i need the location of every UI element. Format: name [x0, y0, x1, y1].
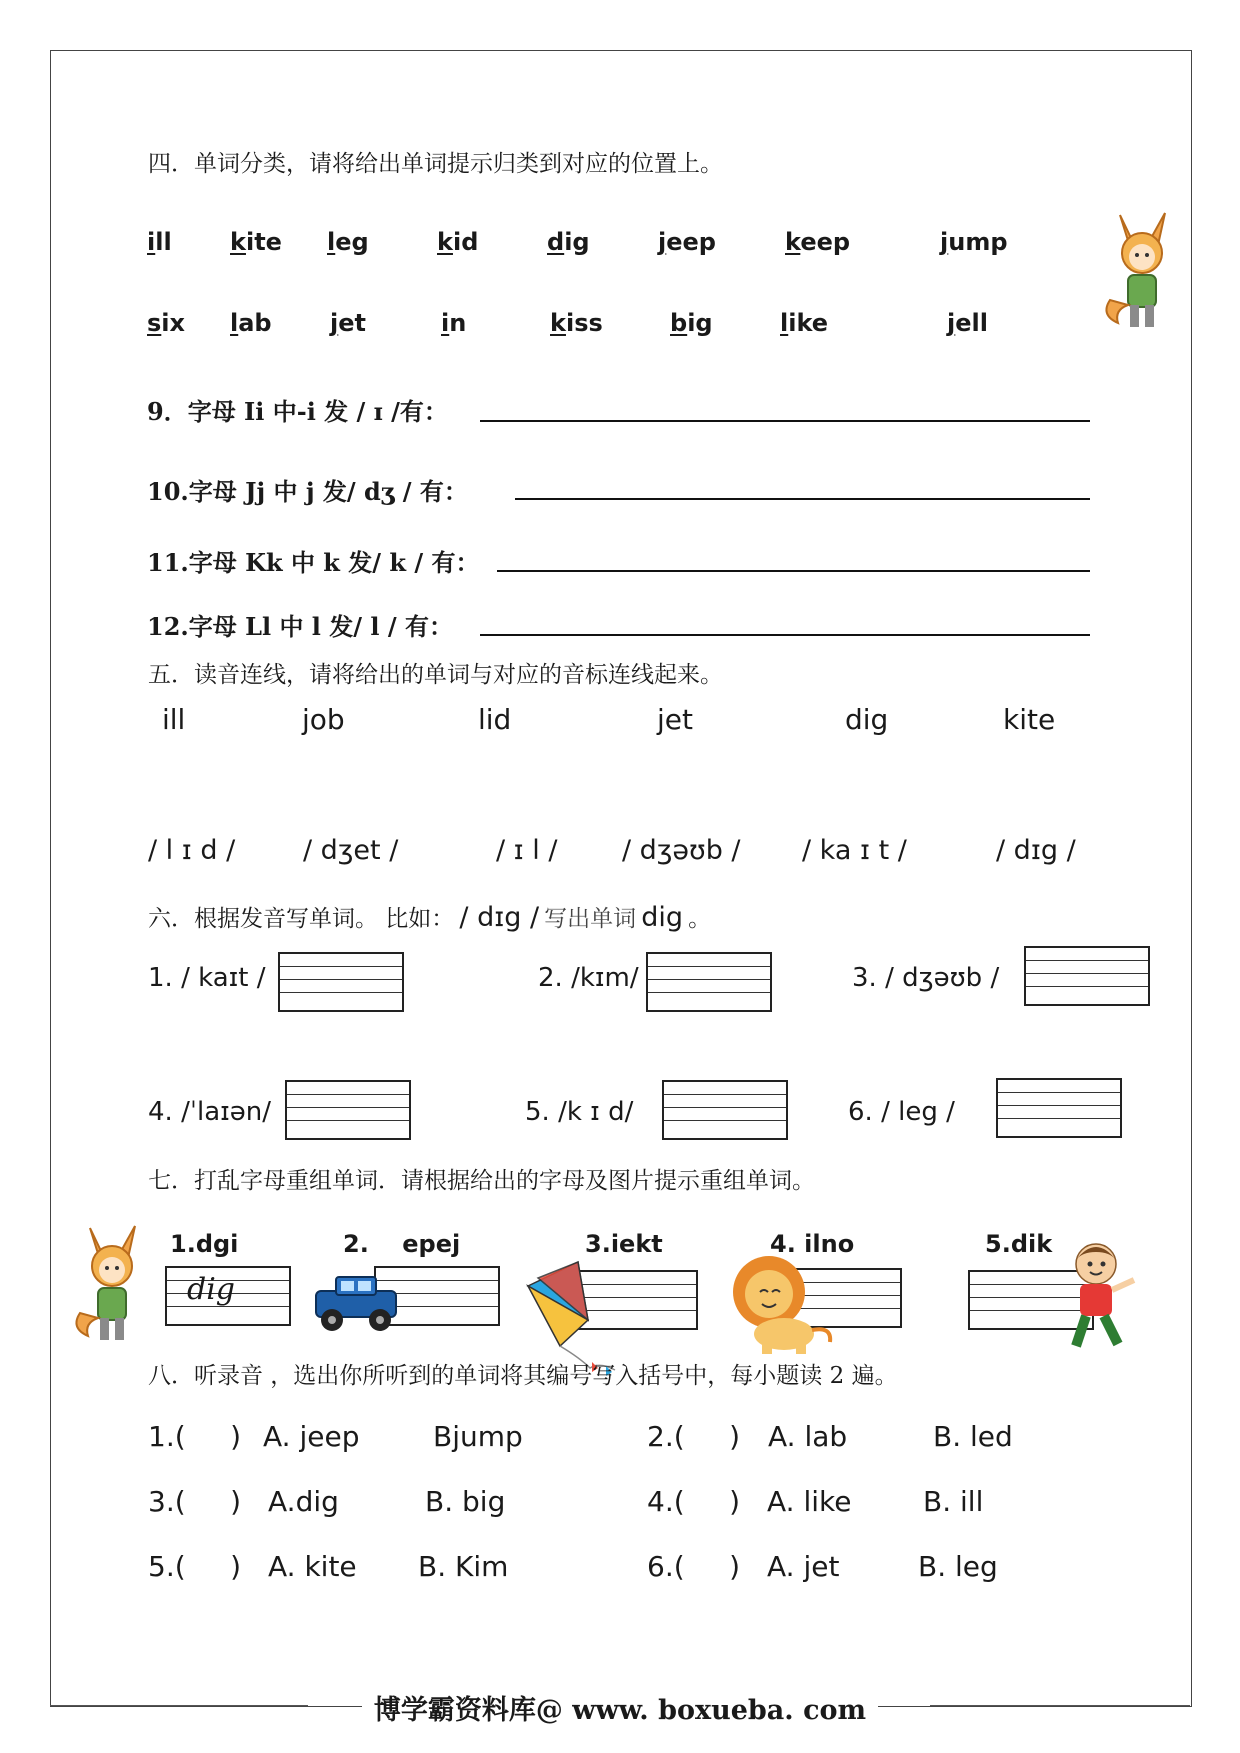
match-word-jet[interactable]: jet	[657, 703, 693, 736]
item6-5-box[interactable]	[662, 1080, 788, 1140]
listen-1-option-b: Bjump	[433, 1420, 523, 1453]
listen-6-number[interactable]: 6.( )	[647, 1550, 741, 1583]
listen-4-number[interactable]: 4.( )	[647, 1485, 741, 1518]
listen-4-option-b: B. ill	[923, 1485, 984, 1518]
item6-4-label: 4. /ˈlaɪən/	[148, 1097, 272, 1127]
item6-6-box[interactable]	[996, 1078, 1122, 1138]
listen-6-option-a: A. jet	[767, 1550, 840, 1583]
scramble-2-label: 2. epej	[343, 1230, 461, 1258]
scramble-1-box[interactable]	[165, 1266, 291, 1326]
word-six: six	[147, 309, 186, 337]
word-dig: dig	[547, 228, 590, 256]
word-lab: lab	[230, 309, 272, 337]
listen-5-option-b: B. Kim	[418, 1550, 509, 1583]
item6-5-label: 5. /k ɪ d/	[525, 1097, 634, 1127]
item6-1-box[interactable]	[278, 952, 404, 1012]
listen-5-number[interactable]: 5.( )	[148, 1550, 242, 1583]
footer	[0, 1688, 1240, 1727]
fox-character-icon	[1100, 205, 1185, 335]
section8-title: 八．听录音 ，选出你所听到的单词将其编号写入括号中，每小题读 2 遍。	[148, 1363, 898, 1389]
word-jell: jell	[947, 309, 988, 337]
phonetic-job[interactable]: / dʒəʊb /	[622, 835, 741, 866]
match-word-lid[interactable]: lid	[478, 703, 512, 736]
footer-rule-left	[50, 1705, 308, 1706]
question-11: 11.字母 Kk 中 k 发/ k / 有：	[147, 548, 480, 577]
listen-1-number[interactable]: 1.( )	[148, 1420, 242, 1453]
word-like: like	[780, 309, 829, 337]
phonetic-jet[interactable]: / dʒet /	[303, 835, 399, 866]
match-word-ill[interactable]: ill	[162, 703, 186, 736]
word-jump: jump	[940, 228, 1008, 256]
match-word-dig[interactable]: dig	[845, 703, 889, 736]
section7-title: 七．打乱字母重组单词．请根据给出的字母及图片提示重组单词。	[148, 1168, 815, 1194]
word-in: in	[441, 309, 467, 337]
question-9: 9．字母 Ii 中-i 发 / ɪ /有：	[147, 397, 448, 426]
match-word-job[interactable]: job	[302, 703, 345, 736]
listen-6-option-b: B. leg	[918, 1550, 998, 1583]
scramble-1-label: 1.dgi	[170, 1230, 239, 1258]
word-kite: kite	[230, 228, 282, 256]
item6-3-label: 3. / dʒəʊb /	[852, 963, 1000, 993]
phonetic-dig[interactable]: / dɪg /	[996, 835, 1076, 866]
item6-4-box[interactable]	[285, 1080, 411, 1140]
boy-icon	[1060, 1238, 1140, 1358]
footer-watermark: 博学霸资料库@ www. boxueba. com	[362, 1695, 878, 1726]
listen-2-number[interactable]: 2.( )	[647, 1420, 741, 1453]
word-leg: leg	[327, 228, 369, 256]
listen-3-option-b: B. big	[425, 1485, 506, 1518]
word-kid: kid	[437, 228, 479, 256]
phonetic-ill[interactable]: / ɪ l /	[496, 835, 558, 866]
question-10: 10.字母 Jj 中 j 发/ dʒ / 有：	[147, 477, 468, 506]
lion-icon	[724, 1252, 839, 1357]
phonetic-lid[interactable]: / l ɪ d /	[148, 835, 236, 866]
word-jet: jet	[330, 309, 366, 337]
footer-rule-right	[930, 1705, 1190, 1706]
listen-3-number[interactable]: 3.( )	[148, 1485, 242, 1518]
scramble-4-label: 4. ilno	[770, 1230, 855, 1258]
answer-line-9[interactable]	[480, 420, 1090, 422]
item6-2-label: 2. /kɪm/	[538, 963, 639, 993]
section4-title: 四．单词分类，请将给出单词提示归类到对应的位置上。	[148, 151, 723, 177]
item6-1-label: 1. / kaɪt /	[148, 963, 266, 993]
listen-4-option-a: A. like	[767, 1485, 852, 1518]
page-border	[50, 50, 1192, 1707]
listen-2-option-b: B. led	[933, 1420, 1013, 1453]
listen-1-option-a: A. jeep	[263, 1420, 360, 1453]
scramble-5-label: 5.dik	[985, 1230, 1053, 1258]
word-big: big	[670, 309, 713, 337]
item6-2-box[interactable]	[646, 952, 772, 1012]
word-ill: ill	[147, 228, 172, 256]
scramble-1-answer: dig	[187, 1272, 236, 1307]
question-12: 12.字母 Ll 中 l 发/ l / 有：	[147, 612, 453, 641]
fox-character-icon	[70, 1218, 155, 1348]
word-keep: keep	[785, 228, 851, 256]
section5-title: 五．读音连线，请将给出的单词与对应的音标连线起来。	[148, 662, 723, 688]
phonetic-kite[interactable]: / ka ɪ t /	[802, 835, 907, 866]
jeep-icon	[308, 1273, 403, 1335]
answer-line-12[interactable]	[480, 634, 1090, 636]
scramble-3-label: 3.iekt	[585, 1230, 663, 1258]
listen-2-option-a: A. lab	[768, 1420, 848, 1453]
listen-5-option-a: A. kite	[268, 1550, 357, 1583]
item6-3-box[interactable]	[1024, 946, 1150, 1006]
section6-title: 六．根据发音写单词。 比如： / dɪg / 写出单词 dig 。	[148, 902, 712, 933]
item6-6-label: 6. / leg /	[848, 1097, 955, 1127]
match-word-kite[interactable]: kite	[1003, 703, 1056, 736]
answer-line-10[interactable]	[515, 498, 1090, 500]
answer-line-11[interactable]	[497, 570, 1090, 572]
word-jeep: jeep	[658, 228, 716, 256]
listen-3-option-a: A.dig	[268, 1485, 339, 1518]
word-kiss: kiss	[550, 309, 603, 337]
